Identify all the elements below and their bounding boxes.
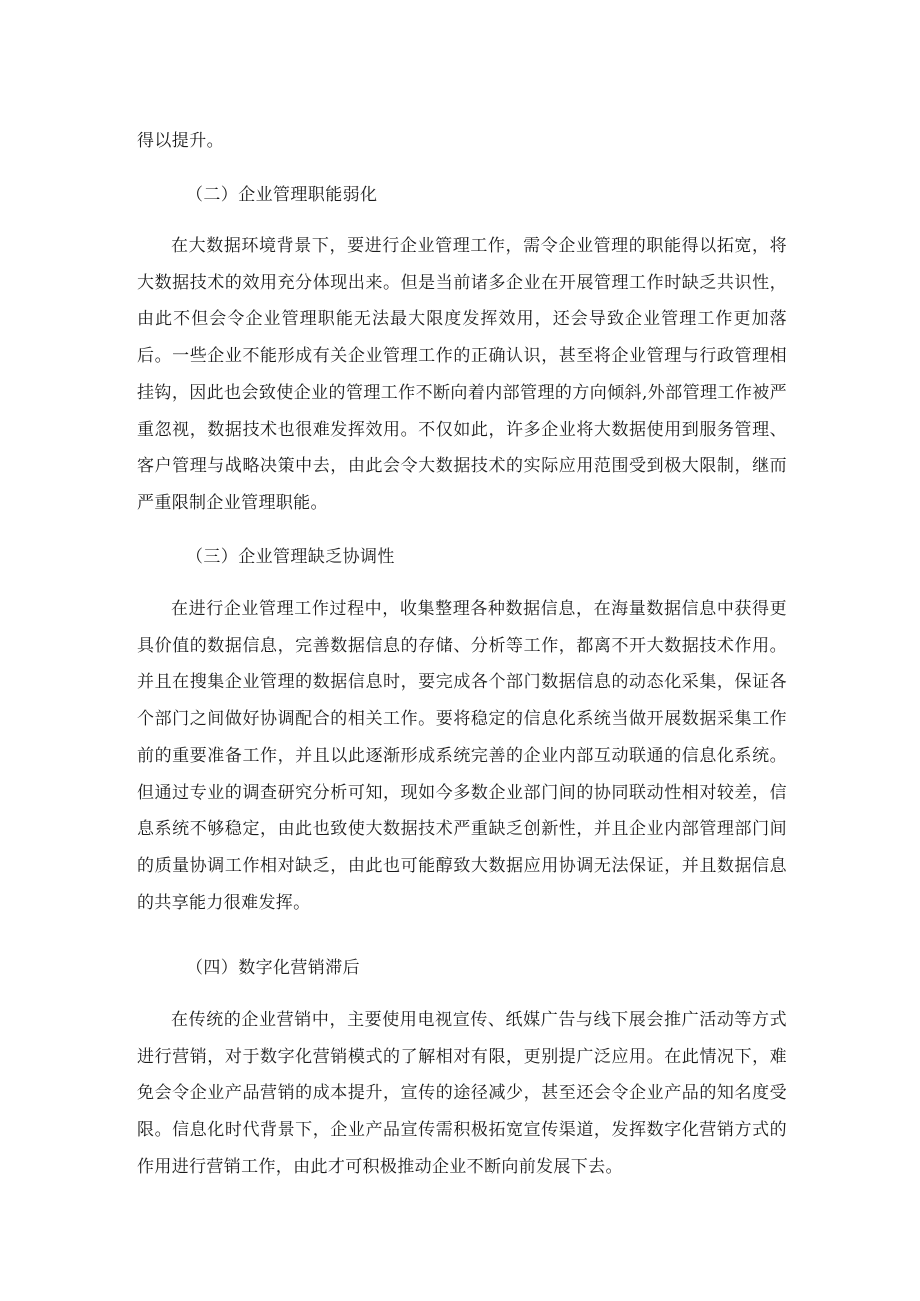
section-heading-3: （三）企业管理缺乏协调性 bbox=[186, 547, 395, 567]
section-heading-2: （二）企业管理职能弱化 bbox=[186, 185, 378, 205]
section-paragraph-3: 在进行企业管理工作过程中，收集整理各种数据信息，在海量数据信息中获得更具价值的数据信息，完善数据信息的存储、分析等工作，都离不开大数据技术作用。并且在搜集企业管理的数据信息时，要完成各个部门数据信息的动态化采集，保证各个部门之间做好协调配合的相关工作。要将稳定的信息化系统当做开展数据采集工作前的重要准备工作，并且以此逐渐形成系统完善的企业内部互动联通的信息化系统。但通过专业的调查研究分析可知，现如今多数企业部门间的协同联动性相对较差，信息系统不够稳定，由此也致使大数据技术严重缺乏创新性，并且企业内部管理部门间的质量协调工作相对缺乏，由此也可能醇致大数据应用协调无法保证，并且数据信息的共享能力很难发挥。 bbox=[137, 599, 787, 913]
section-paragraph-2: 在大数据环境背景下，要进行企业管理工作，需令企业管理的职能得以拓宽，将大数据技术的效用充分体现出来。但是当前诸多企业在开展管理工作时缺乏共识性，由此不但会令企业管理职能无法最大限度发挥效用，还会导致企业管理工作更加落后。一些企业不能形成有关企业管理工作的正确认识，甚至将企业管理与行政管理相挂钩，因此也会致使企业的管理工作不断向着内部管理的方向倾斜,外部管理工作被严重忽视，数据技术也很难发挥效用。不仅如此，许多企业将大数据使用到服务管理、客户管理与战略决策中去，由此会令大数据技术的实际应用范围受到极大限制，继而严重限制企业管理职能。 bbox=[137, 236, 787, 513]
section-paragraph-4: 在传统的企业营销中，主要使用电视宣传、纸媒广告与线下展会推广活动等方式进行营销，对于数字化营销模式的了解相对有限，更别提广泛应用。在此情况下，难免会令企业产品营销的成本提升，宣传的途径减少，甚至还会令企业产品的知名度受限。信息化时代背景下，企业产品宣传需积极拓宽宣传渠道，发挥数字化营销方式的作用进行营销工作，由此才可积极推动企业不断向前发展下去。 bbox=[137, 1010, 787, 1177]
continued-text: 得以提升。 bbox=[137, 131, 224, 151]
section-heading-4: （四）数字化营销滞后 bbox=[186, 958, 360, 978]
